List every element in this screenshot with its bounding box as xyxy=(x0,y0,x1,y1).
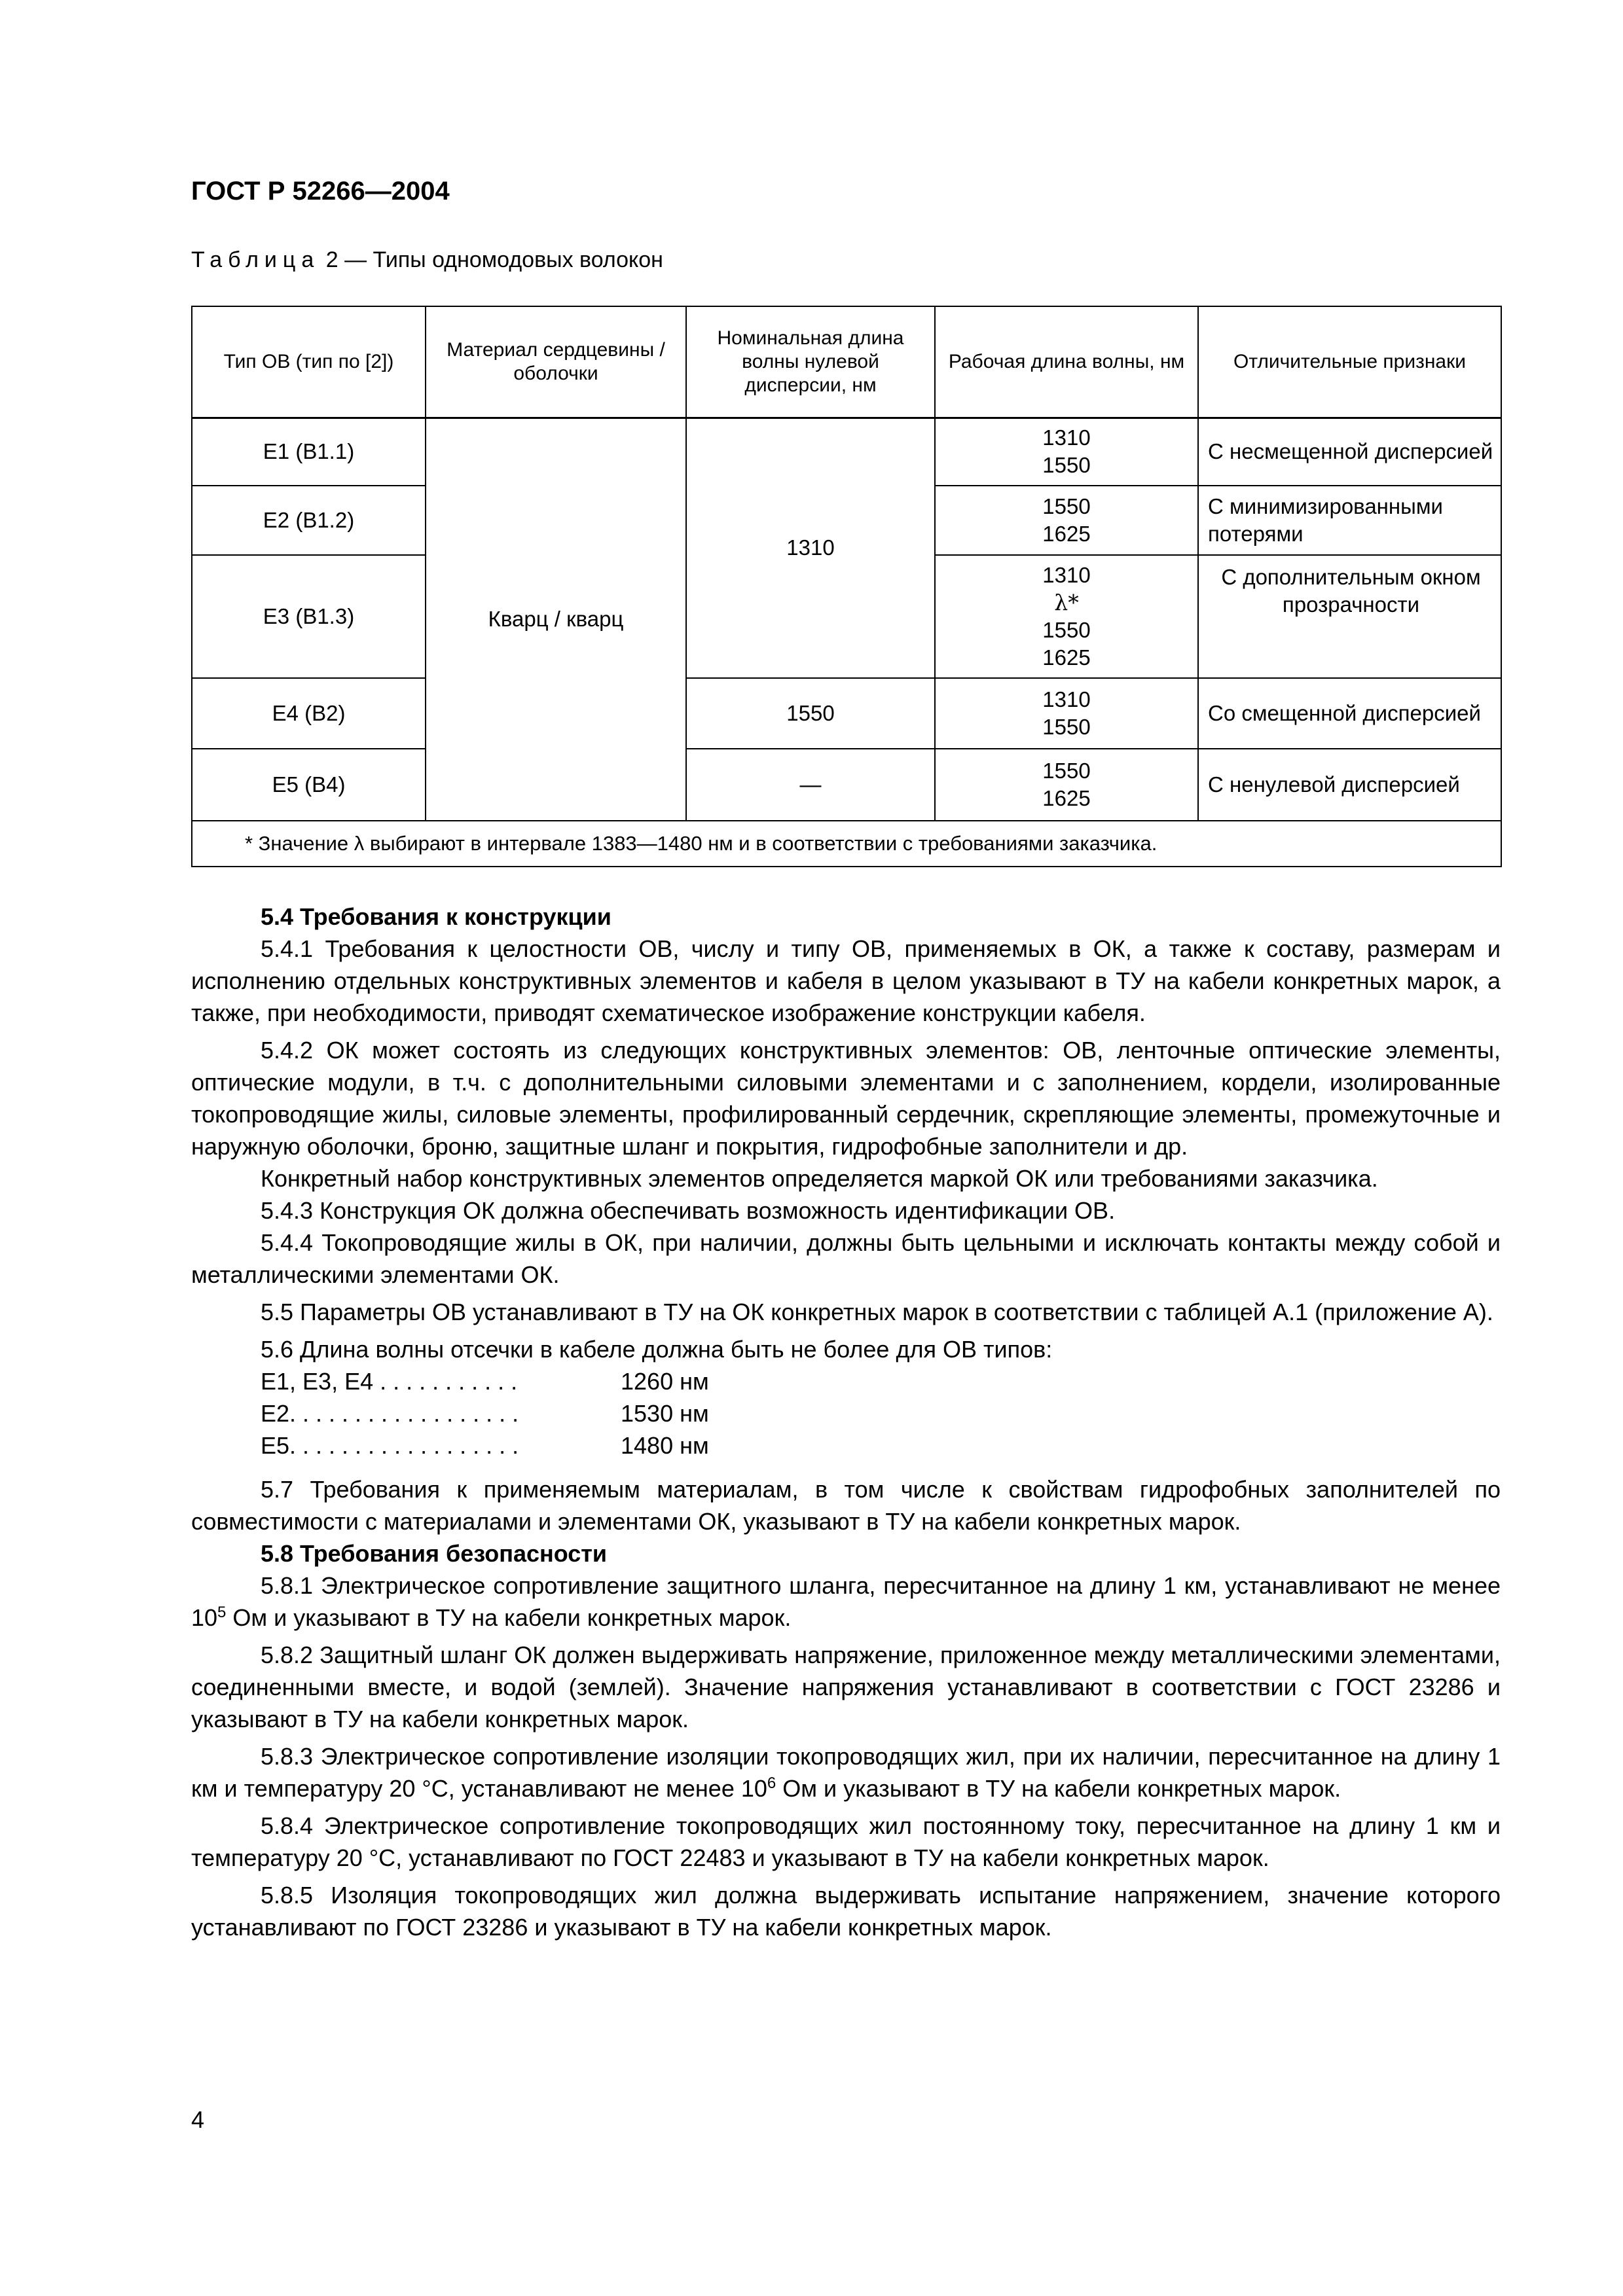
paragraph: 5.6 Длина волны отсечки в кабеле должна быть не более для ОВ типов: xyxy=(261,1336,1053,1363)
cell-feature: С несмещенной дисперсией xyxy=(1198,418,1501,486)
section-heading: 5.4 Требования к конструкции xyxy=(261,903,611,930)
table-header-row xyxy=(192,306,1501,418)
cell-type: E1 (B1.1) xyxy=(192,418,426,486)
cutoff-value: 1260 нм xyxy=(621,1368,709,1395)
paragraph: 5.4.1 Требования к целостности ОВ, числу и типу ОВ, применяемых в ОК, а также к составу, размерам и исполнению отдельных конструктивных элементов и кабеля в целом указывают в ТУ на кабели конкретных марок, а также, при необходимости, приводят схематическое изображение конструкции кабеля. xyxy=(191,935,1501,1026)
header-fiber-type: Тип ОВ (тип по [2]) xyxy=(192,306,426,418)
table-footnote-row xyxy=(192,821,1501,867)
cutoff-row xyxy=(191,1397,1501,1429)
wavelength-value: 1310 xyxy=(1042,563,1091,587)
paragraph: Конкретный набор конструктивных элементов определяется маркой ОК или требованиями заказчика. xyxy=(261,1165,1378,1192)
wavelength-value: 1550 xyxy=(1042,715,1091,739)
table-row xyxy=(192,749,1501,821)
cutoff-types: E1, E3, E4 . . . . . . . . . . . xyxy=(261,1368,518,1395)
cell-wavelengths xyxy=(935,486,1198,555)
paragraph: 5.8.4 Электрическое сопротивление токопроводящих жил постоянному току, пересчитанное на длину 1 км и температуру 20 °С, устанавливают по ГОСТ 22483 и указывают в ТУ на кабели конкретных марок. xyxy=(191,1812,1501,1871)
cell-wavelengths xyxy=(935,418,1198,486)
cell-material: Кварц / кварц xyxy=(426,418,686,821)
paragraph: 5.7 Требования к применяемым материалам, в том числе к свойствам гидрофобных заполнителей по совместимости с материалами и элементами ОК, указывают в ТУ на кабели конкретных марок. xyxy=(191,1476,1501,1535)
cutoff-types: E2. . . . . . . . . . . . . . . . . . xyxy=(261,1400,519,1427)
cell-type: E4 (B2) xyxy=(192,678,426,749)
paragraph: 5.8.2 Защитный шланг ОК должен выдерживать напряжение, приложенное между металлическими элементами, соединенными вместе, и водой (землей). Значение напряжения устанавливают в соответствии с ГОСТ 23286 и указывают в ТУ на кабели конкретных марок. xyxy=(191,1641,1501,1732)
cell-feature: С дополнительным окном прозрачности xyxy=(1198,555,1501,678)
paragraph: 5.5 Параметры ОВ устанавливают в ТУ на ОК конкретных марок в соответствии с таблицей А.1 (приложение А). xyxy=(261,1299,1493,1325)
paragraph-text: 5.8.3 Электрическое сопротивление изоляции токопроводящих жил, при их наличии, пересчитанное на длину 1 км и температуру 20 °С, устанавливают не менее 10 xyxy=(191,1743,1501,1802)
paragraph: 5.4.3 Конструкция ОК должна обеспечивать возможность идентификации ОВ. xyxy=(261,1197,1116,1224)
cell-feature: С минимизированными потерями xyxy=(1198,486,1501,555)
cell-zero-dispersion: — xyxy=(686,749,935,821)
wavelength-value: 1625 xyxy=(1042,522,1091,546)
paragraph: 5.4.4 Токопроводящие жилы в ОК, при наличии, должны быть цельными и исключать контакты между собой и металлическими элементами ОК. xyxy=(191,1229,1501,1288)
wavelength-value: λ* xyxy=(1054,590,1079,615)
table-caption xyxy=(191,247,663,273)
cell-zero-dispersion: 1550 xyxy=(686,678,935,749)
cell-zero-dispersion: 1310 xyxy=(686,418,935,678)
table-footnote: * Значение λ выбирают в интервале 1383—1480 нм и в соответствии с требованиями заказчика. xyxy=(192,821,1501,867)
exponent: 6 xyxy=(767,1774,776,1792)
wavelength-value: 1550 xyxy=(1042,759,1091,783)
exponent: 5 xyxy=(217,1604,227,1621)
wavelength-value: 1550 xyxy=(1042,453,1091,478)
paragraph-text: 5.8.1 Электрическое сопротивление защитного шланга, пересчитанное на длину 1 км, устанавливают не менее 10 xyxy=(191,1572,1501,1631)
cell-wavelengths xyxy=(935,678,1198,749)
wavelength-value: 1625 xyxy=(1042,786,1091,810)
cutoff-row xyxy=(191,1429,1501,1462)
table-row xyxy=(192,678,1501,749)
cutoff-row xyxy=(191,1365,1501,1397)
section-heading: 5.8 Требования безопасности xyxy=(261,1540,608,1567)
header-working-wavelength: Рабочая длина волны, нм xyxy=(935,306,1198,418)
table-caption-title: 2 — Типы одномодовых волокон xyxy=(319,247,663,272)
paragraph xyxy=(191,1740,1501,1804)
paragraph-text: Ом и указывают в ТУ на кабели конкретных марок. xyxy=(776,1775,1341,1802)
table-row xyxy=(192,418,1501,486)
header-material: Материал сердцевины / оболочки xyxy=(426,306,686,418)
cutoff-value: 1530 нм xyxy=(621,1400,709,1427)
cutoff-types: E5. . . . . . . . . . . . . . . . . . xyxy=(261,1432,519,1459)
wavelength-value: 1550 xyxy=(1042,618,1091,642)
body-text xyxy=(191,895,1501,1943)
cell-feature: С ненулевой дисперсией xyxy=(1198,749,1501,821)
document-header: ГОСТ Р 52266—2004 xyxy=(191,177,450,206)
paragraph: 5.8.5 Изоляция токопроводящих жил должна выдерживать испытание напряжением, значение которого устанавливают по ГОСТ 23286 и указывают в ТУ на кабели конкретных марок. xyxy=(191,1882,1501,1941)
cell-type: E3 (B1.3) xyxy=(192,555,426,678)
paragraph: 5.4.2 ОК может состоять из следующих конструктивных элементов: ОВ, ленточные оптические элементы, оптические модули, в т.ч. с дополнительными силовыми элементами и с заполнением, кордели, изолированные токопроводящие жилы, силовые элементы, профилированный сердечник, скрепляющие элементы, промежуточные и наружную оболочки, броню, защитные шланг и покрытия, гидрофобные заполнители и др. xyxy=(191,1037,1501,1160)
cell-type: E2 (B1.2) xyxy=(192,486,426,555)
cutoff-value: 1480 нм xyxy=(621,1432,709,1459)
header-features: Отличительные признаки xyxy=(1198,306,1501,418)
fiber-types-table xyxy=(191,306,1502,867)
wavelength-value: 1310 xyxy=(1042,425,1091,450)
page-number: 4 xyxy=(191,2106,205,2133)
cell-wavelengths xyxy=(935,749,1198,821)
paragraph-text: Ом и указывают в ТУ на кабели конкретных марок. xyxy=(226,1604,792,1631)
paragraph xyxy=(191,1570,1501,1634)
wavelength-value: 1310 xyxy=(1042,687,1091,711)
header-zero-dispersion: Номинальная длина волны нулевой дисперсии, нм xyxy=(686,306,935,418)
table-caption-word: Таблица xyxy=(191,247,320,272)
wavelength-value: 1550 xyxy=(1042,494,1091,518)
wavelength-value: 1625 xyxy=(1042,645,1091,670)
cell-wavelengths xyxy=(935,555,1198,678)
cell-feature: Со смещенной дисперсией xyxy=(1198,678,1501,749)
cell-type: E5 (B4) xyxy=(192,749,426,821)
